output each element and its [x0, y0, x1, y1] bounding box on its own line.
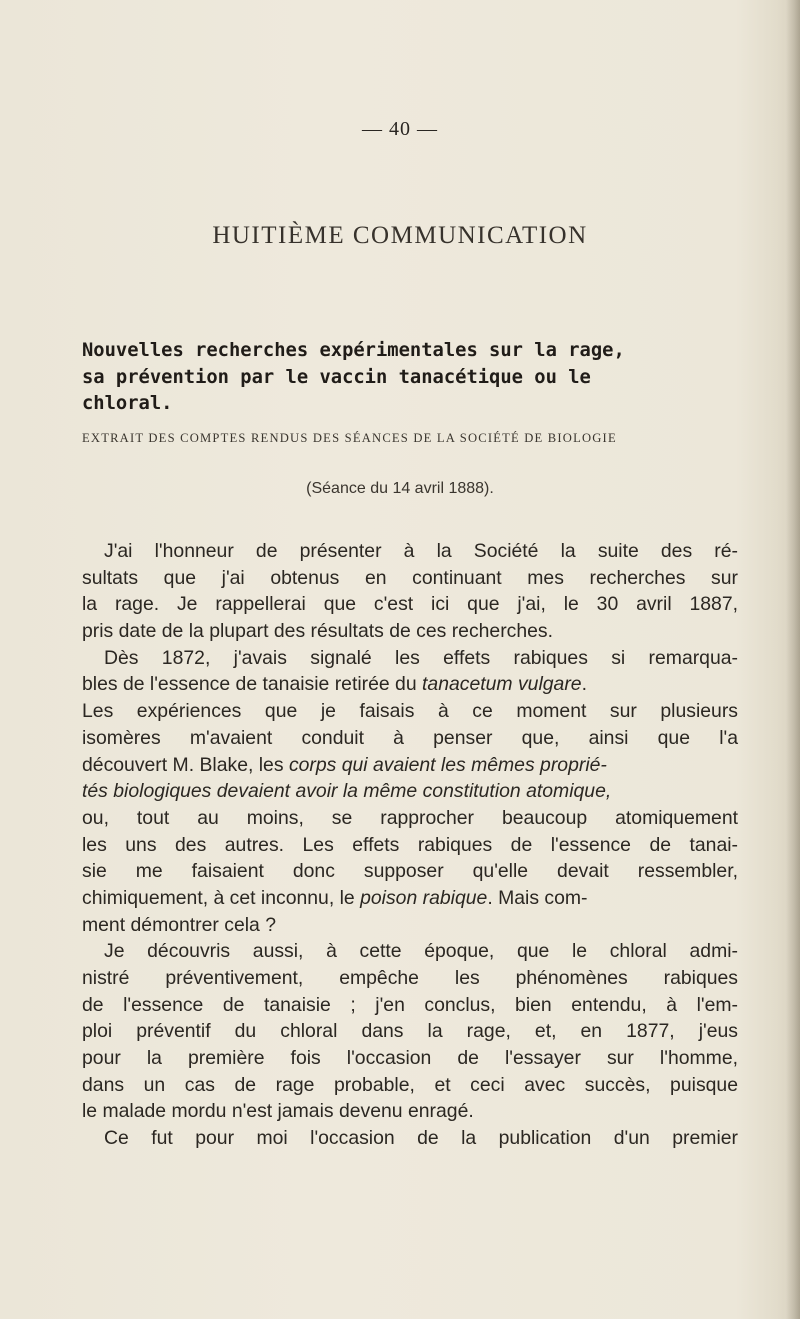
text-segment: .	[581, 673, 587, 696]
text-line: sie me faisaient donc supposer qu'elle devait ressembler,	[82, 860, 738, 883]
page-number: — 40 —	[362, 118, 438, 140]
article-subtitle	[82, 336, 742, 416]
text-line: Les expériences que je faisais à ce moment sur plusieurs	[82, 700, 738, 723]
italic-phrase: corps qui avaient les mêmes proprié-	[288, 753, 607, 776]
subtitle-line: sa prévention par le vaccin tanacétique ou le	[82, 366, 591, 388]
text-line: ment démontrer cela ?	[82, 913, 277, 936]
text-line: J'ai l'honneur de présenter à la Société la suite des ré-	[104, 540, 738, 562]
section-heading: HUITIÈME COMMUNICATION	[212, 222, 588, 249]
page-edge-shadow	[786, 0, 800, 1319]
text-line: Dès 1872, j'avais signalé les effets rabiques si remarqua-	[104, 646, 738, 669]
text-line: Ce fut pour moi l'occasion de la publication d'un premier	[104, 1127, 738, 1150]
text-line: pour la première fois l'occasion de l'essayer sur l'homme,	[82, 1047, 738, 1070]
text-line: tés biologiques devaient avoir la même constitution atomique,	[82, 780, 612, 803]
text-segment: bles de l'essence de tanaisie retirée du	[82, 673, 423, 696]
text-segment: chimiquement, à cet inconnu, le	[82, 886, 361, 909]
extract-source: EXTRAIT DES COMPTES RENDUS DES SÉANCES DE LA SOCIÉTÉ DE BIOLOGIE	[82, 431, 617, 445]
text-line: Je découvris aussi, à cette époque, que le chloral admi-	[104, 940, 738, 963]
text-line: le malade mordu n'est jamais devenu enragé.	[82, 1100, 474, 1123]
text-line: de l'essence de tanaisie ; j'en conclus, bien entendu, à l'em-	[82, 993, 738, 1016]
text-line: les uns des autres. Les effets rabiques de l'essence de tanai-	[82, 833, 738, 856]
italic-term: tanacetum vulgare	[422, 673, 582, 696]
italic-term: poison rabique	[360, 886, 488, 909]
text-line: dans un cas de rage probable, et ceci avec succès, puisque	[82, 1073, 738, 1096]
text-line	[82, 752, 738, 779]
text-line: la rage. Je rappellerai que c'est ici que j'ai, le 30 avril 1887,	[82, 593, 738, 616]
text-segment: . Mais com-	[487, 886, 588, 909]
session-date: (Séance du 14 avril 1888).	[306, 480, 494, 497]
text-line	[82, 885, 738, 912]
text-line: ou, tout au moins, se rapprocher beaucoup atomiquement	[82, 806, 738, 829]
text-line: sultats que j'ai obtenus en continuant mes recherches sur	[82, 566, 738, 589]
subtitle-line: chloral.	[82, 393, 173, 415]
text-line: isomères m'avaient conduit à penser que, ainsi que l'a	[82, 726, 738, 749]
text-segment: découvert M. Blake, les	[82, 753, 289, 776]
text-line: pris date de la plupart des résultats de ces recherches.	[82, 620, 554, 643]
body-text	[82, 538, 738, 1152]
subtitle-line: Nouvelles recherches expérimentales sur la rage,	[82, 340, 625, 361]
text-line	[82, 671, 738, 698]
text-line: ploi préventif du chloral dans la rage, et, en 1877, j'eus	[82, 1020, 738, 1043]
text-line: nistré préventivement, empêche les phénomènes rabiques	[82, 967, 738, 989]
